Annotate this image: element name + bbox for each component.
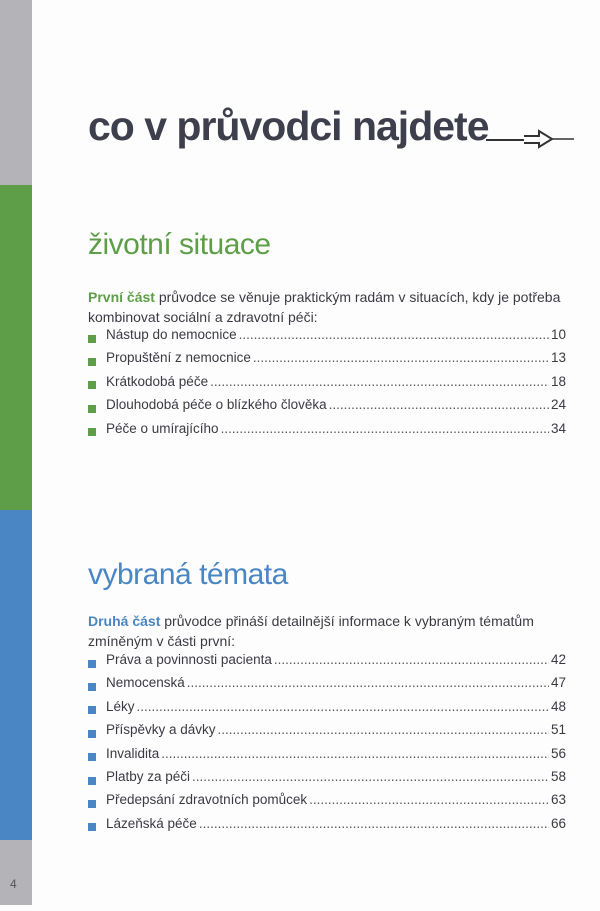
toc-entry-label: Krátkodobá péče <box>106 373 209 389</box>
toc-entry-label: Příspěvky a dávky <box>106 722 216 738</box>
toc-entry[interactable] <box>88 652 566 675</box>
side-strip-gray <box>0 0 32 185</box>
toc-entry-label: Léky <box>106 698 135 714</box>
toc-entry-label: Předepsání zdravotních pomůcek <box>106 792 308 808</box>
leader-dots <box>274 652 549 667</box>
bullet-icon <box>88 405 96 413</box>
toc-entry[interactable] <box>88 350 566 373</box>
bullet-icon <box>88 660 96 668</box>
toc-entry-label: Propuštění z nemocnice <box>106 350 251 366</box>
toc-entry[interactable] <box>88 746 566 769</box>
toc-entry[interactable] <box>88 421 566 444</box>
toc-entry-label: Invalidita <box>106 745 160 761</box>
leader-dots <box>161 746 549 761</box>
bullet-icon <box>88 730 96 738</box>
toc-entry-page: 24 <box>550 397 566 413</box>
bullet-icon <box>88 428 96 436</box>
toc-entry-page: 56 <box>550 745 566 761</box>
toc-entry-label: Péče o umírajícího <box>106 420 219 436</box>
section1-list <box>88 327 566 444</box>
bullet-icon <box>88 706 96 714</box>
toc-entry-page: 13 <box>550 350 566 366</box>
leader-dots <box>218 722 549 737</box>
toc-entry-page: 42 <box>550 652 566 667</box>
toc-entry-page: 47 <box>550 675 566 691</box>
section1-intro <box>88 288 568 327</box>
toc-entry[interactable] <box>88 769 566 792</box>
leader-dots <box>199 816 549 831</box>
toc-entry-page: 18 <box>550 373 566 389</box>
toc-entry[interactable] <box>88 374 566 397</box>
toc-entry-label: Práva a povinnosti pacienta <box>106 652 272 667</box>
section2-heading: vybraná témata <box>88 558 288 591</box>
toc-entry-page: 51 <box>550 722 566 738</box>
toc-entry-label: Nástup do nemocnice <box>106 327 237 342</box>
bullet-icon <box>88 381 96 389</box>
toc-entry-label: Lázeňská péče <box>106 815 197 831</box>
leader-dots <box>221 421 549 436</box>
leader-dots <box>192 769 549 784</box>
leader-dots <box>187 675 549 690</box>
section2-intro-bold: Druhá část <box>88 613 161 629</box>
leader-dots <box>137 699 549 714</box>
toc-entry-page: 34 <box>550 420 566 436</box>
toc-entry[interactable] <box>88 699 566 722</box>
section1-heading: životní situace <box>88 228 271 261</box>
bullet-icon <box>88 823 96 831</box>
toc-entry-page: 66 <box>550 815 566 831</box>
bullet-icon <box>88 777 96 785</box>
side-strip-blue <box>0 510 32 840</box>
toc-entry-label: Nemocenská <box>106 675 185 691</box>
arrow-icon <box>484 128 574 152</box>
leader-dots <box>253 350 549 365</box>
toc-entry-page: 58 <box>550 768 566 784</box>
section2-intro <box>88 612 568 651</box>
bullet-icon <box>88 358 96 366</box>
page-number: 4 <box>10 877 17 891</box>
toc-entry-label: Dlouhodobá péče o blízkého člověka <box>106 397 327 413</box>
section1-intro-bold: První část <box>88 289 155 305</box>
toc-entry[interactable] <box>88 722 566 745</box>
bullet-icon <box>88 800 96 808</box>
bullet-icon <box>88 753 96 761</box>
section2-list <box>88 652 566 839</box>
toc-entry[interactable] <box>88 397 566 420</box>
side-strip-gray-bottom <box>0 840 32 905</box>
toc-entry-page: 48 <box>550 698 566 714</box>
toc-entry[interactable] <box>88 327 566 350</box>
toc-entry[interactable] <box>88 675 566 698</box>
toc-entry[interactable] <box>88 816 566 839</box>
toc-entry-page: 10 <box>550 327 566 342</box>
toc-entry-label: Platby za péči <box>106 768 191 784</box>
leader-dots <box>210 374 549 389</box>
bullet-icon <box>88 335 96 343</box>
section2-intro-text: průvodce přináší detailnější informace k vybraným tématům zmíněným v části první: <box>88 613 534 649</box>
toc-entry[interactable] <box>88 792 566 815</box>
side-strip-green <box>0 185 32 510</box>
leader-dots <box>329 397 549 412</box>
leader-dots <box>239 327 549 342</box>
toc-entry-page: 63 <box>550 792 566 808</box>
section1-intro-text: průvodce se věnuje praktickým radám v situacích, kdy je potřeba kombinovat sociální a zdravotní péči: <box>88 289 561 325</box>
leader-dots <box>309 792 549 807</box>
page-title: co v průvodci najdete <box>88 103 489 149</box>
bullet-icon <box>88 683 96 691</box>
